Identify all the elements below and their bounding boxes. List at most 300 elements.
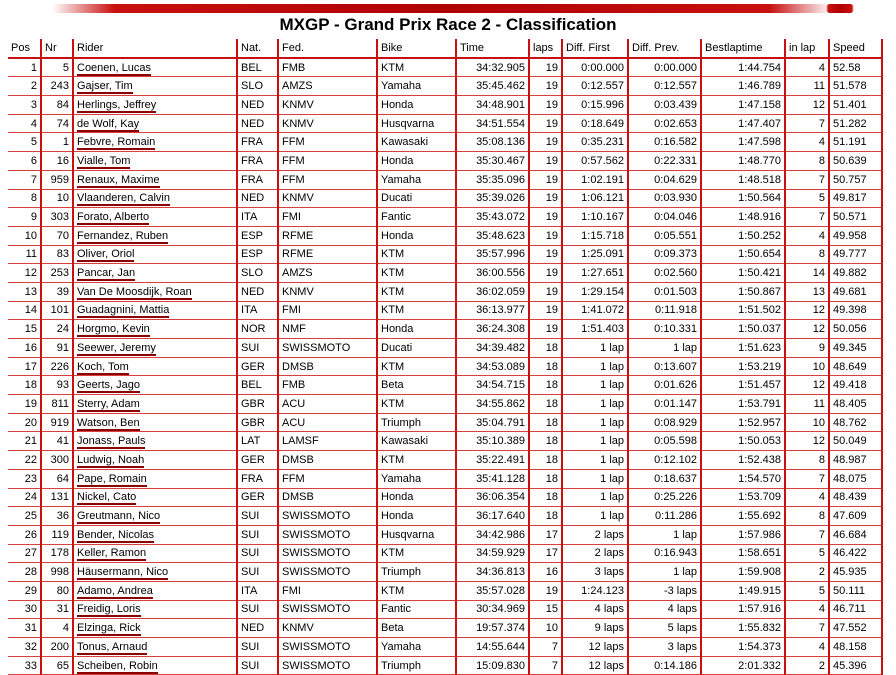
cell-rider[interactable] (73, 77, 237, 96)
cell-time: 35:30.467 (456, 152, 529, 171)
table-row (8, 563, 882, 582)
cell-laps: 19 (529, 320, 562, 339)
cell-diff-first: 0:57.562 (562, 152, 628, 171)
cell-laps: 10 (529, 619, 562, 638)
cell-pos: 5 (8, 133, 41, 152)
rider-link[interactable]: Ludwig, Noah (77, 453, 145, 466)
cell-time: 30:34.969 (456, 600, 529, 619)
cell-bestlaptime: 1:58.651 (701, 544, 785, 563)
cell-time: 35:10.389 (456, 432, 529, 451)
rider-link[interactable]: Watson, Ben (77, 416, 140, 429)
cell-fed: LAMSF (278, 432, 377, 451)
cell-pos: 19 (8, 395, 41, 414)
cell-rider[interactable] (73, 152, 237, 171)
cell-time: 35:04.791 (456, 413, 529, 432)
cell-in-lap: 13 (785, 282, 829, 301)
cell-speed: 52.58 (829, 58, 882, 77)
cell-diff-first: 9 laps (562, 619, 628, 638)
table-row (8, 357, 882, 376)
cell-bike: Triumph (377, 413, 456, 432)
cell-diff-first: 1:06.121 (562, 189, 628, 208)
cell-nat: SUI (237, 600, 278, 619)
cell-fed: FFM (278, 170, 377, 189)
table-row (8, 656, 882, 675)
cell-diff-prev: 0:01.503 (628, 282, 701, 301)
cell-nat: BEL (237, 376, 278, 395)
cell-rider[interactable] (73, 619, 237, 638)
cell-fed: NMF (278, 320, 377, 339)
col-header-pos: Pos (8, 39, 41, 58)
cell-laps: 19 (529, 170, 562, 189)
cell-laps: 19 (529, 58, 562, 77)
rider-link[interactable]: Tonus, Arnaud (77, 640, 148, 653)
cell-diff-prev: -3 laps (628, 581, 701, 600)
cell-speed: 47.552 (829, 619, 882, 638)
cell-fed: DMSB (278, 488, 377, 507)
cell-laps: 18 (529, 395, 562, 414)
cell-nr: 959 (41, 170, 73, 189)
cell-in-lap: 7 (785, 208, 829, 227)
cell-in-lap: 7 (785, 525, 829, 544)
cell-pos: 13 (8, 282, 41, 301)
rider-link[interactable]: Freidig, Loris (77, 603, 141, 616)
cell-nr: 93 (41, 376, 73, 395)
rider-link[interactable]: Herlings, Jeffrey (77, 98, 157, 111)
cell-laps: 18 (529, 376, 562, 395)
rider-link[interactable]: Seewer, Jeremy (77, 341, 156, 354)
cell-speed: 49.958 (829, 226, 882, 245)
cell-time: 34:32.905 (456, 58, 529, 77)
cell-nr: 39 (41, 282, 73, 301)
cell-fed: KNMV (278, 114, 377, 133)
cell-pos: 9 (8, 208, 41, 227)
cell-diff-prev: 0:05.598 (628, 432, 701, 451)
cell-time: 34:55.862 (456, 395, 529, 414)
table-row (8, 469, 882, 488)
table-row (8, 395, 882, 414)
cell-nat: NED (237, 619, 278, 638)
cell-in-lap: 12 (785, 96, 829, 115)
cell-in-lap: 7 (785, 469, 829, 488)
cell-diff-first: 1:27.651 (562, 264, 628, 283)
rider-link[interactable]: Pancar, Jan (77, 267, 136, 280)
cell-diff-prev: 0:05.551 (628, 226, 701, 245)
table-row (8, 376, 882, 395)
cell-laps: 17 (529, 544, 562, 563)
cell-nr: 200 (41, 638, 73, 657)
cell-bestlaptime: 1:51.623 (701, 339, 785, 358)
cell-fed: FFM (278, 133, 377, 152)
cell-diff-prev: 0:01.626 (628, 376, 701, 395)
cell-speed: 48.987 (829, 451, 882, 470)
cell-bestlaptime: 1:50.867 (701, 282, 785, 301)
cell-diff-first: 2 laps (562, 525, 628, 544)
cell-speed: 51.191 (829, 133, 882, 152)
table-row (8, 507, 882, 526)
cell-nat: SUI (237, 525, 278, 544)
cell-nr: 811 (41, 395, 73, 414)
cell-speed: 49.777 (829, 245, 882, 264)
cell-diff-first: 1:41.072 (562, 301, 628, 320)
rider-link[interactable]: Fernandez, Ruben (77, 229, 169, 242)
cell-speed: 50.056 (829, 320, 882, 339)
rider-link[interactable]: Sterry, Adam (77, 397, 140, 410)
cell-in-lap: 10 (785, 357, 829, 376)
cell-diff-first: 1:25.091 (562, 245, 628, 264)
cell-bestlaptime: 1:47.158 (701, 96, 785, 115)
cell-laps: 19 (529, 282, 562, 301)
rider-link[interactable]: Forato, Alberto (77, 211, 150, 224)
cell-bike: Ducati (377, 189, 456, 208)
cell-nr: 83 (41, 245, 73, 264)
table-row (8, 77, 882, 96)
cell-pos: 11 (8, 245, 41, 264)
cell-rider[interactable] (73, 544, 237, 563)
cell-rider[interactable] (73, 208, 237, 227)
cell-nat: FRA (237, 170, 278, 189)
cell-in-lap: 8 (785, 451, 829, 470)
rider-link[interactable]: Febvre, Romain (77, 136, 156, 149)
rider-link[interactable]: Vlaanderen, Calvin (77, 192, 170, 205)
cell-rider[interactable] (73, 507, 237, 526)
cell-in-lap: 5 (785, 189, 829, 208)
cell-fed: SWISSMOTO (278, 339, 377, 358)
cell-speed: 48.405 (829, 395, 882, 414)
cell-diff-prev: 0:02.653 (628, 114, 701, 133)
cell-bestlaptime: 1:53.219 (701, 357, 785, 376)
cell-time: 34:39.482 (456, 339, 529, 358)
rider-link[interactable]: Coenen, Lucas (77, 61, 151, 74)
col-header-laps: laps (529, 39, 562, 58)
cell-diff-first: 0:18.649 (562, 114, 628, 133)
cell-bike: Honda (377, 152, 456, 171)
cell-bike: Kawasaki (377, 432, 456, 451)
cell-in-lap: 7 (785, 170, 829, 189)
cell-bike: Husqvarna (377, 114, 456, 133)
cell-in-lap: 8 (785, 507, 829, 526)
cell-diff-first: 0:12.557 (562, 77, 628, 96)
cell-fed: RFME (278, 245, 377, 264)
rider-link[interactable]: Pape, Romain (77, 472, 147, 485)
cell-rider[interactable] (73, 189, 237, 208)
cell-nat: LAT (237, 432, 278, 451)
cell-time: 14:55.644 (456, 638, 529, 657)
cell-diff-prev: 0:16.943 (628, 544, 701, 563)
cell-nr: 41 (41, 432, 73, 451)
col-header-fed: Fed. (278, 39, 377, 58)
classification-rows (8, 58, 882, 675)
cell-pos: 27 (8, 544, 41, 563)
cell-rider[interactable] (73, 96, 237, 115)
cell-rider[interactable] (73, 114, 237, 133)
cell-laps: 16 (529, 563, 562, 582)
cell-rider[interactable] (73, 301, 237, 320)
cell-laps: 7 (529, 638, 562, 657)
rider-link[interactable]: Adamo, Andrea (77, 584, 153, 597)
cell-bike: KTM (377, 357, 456, 376)
table-row (8, 320, 882, 339)
rider-link[interactable]: Oliver, Oriol (77, 248, 135, 261)
cell-diff-first: 0:35.231 (562, 133, 628, 152)
cell-speed: 46.422 (829, 544, 882, 563)
cell-speed: 50.639 (829, 152, 882, 171)
cell-rider[interactable] (73, 320, 237, 339)
cell-nat: NED (237, 189, 278, 208)
cell-bestlaptime: 1:51.502 (701, 301, 785, 320)
col-header-nr: Nr (41, 39, 73, 58)
cell-bike: KTM (377, 58, 456, 77)
cell-fed: SWISSMOTO (278, 656, 377, 675)
rider-link[interactable]: de Wolf, Kay (77, 117, 140, 130)
cell-diff-first: 4 laps (562, 600, 628, 619)
cell-nr: 101 (41, 301, 73, 320)
cell-diff-first: 1 lap (562, 488, 628, 507)
rider-link[interactable]: Nickel, Cato (77, 491, 137, 504)
cell-nat: SLO (237, 77, 278, 96)
rider-link[interactable]: Horgmo, Kevin (77, 323, 150, 336)
cell-speed: 50.757 (829, 170, 882, 189)
cell-laps: 19 (529, 226, 562, 245)
cell-rider[interactable] (73, 264, 237, 283)
cell-nr: 919 (41, 413, 73, 432)
col-header-bestlaptime: Bestlaptime (701, 39, 785, 58)
cell-pos: 23 (8, 469, 41, 488)
cell-rider[interactable] (73, 638, 237, 657)
rider-link[interactable]: Elzinga, Rick (77, 622, 141, 635)
cell-speed: 50.571 (829, 208, 882, 227)
cell-diff-first: 1:10.167 (562, 208, 628, 227)
table-row (8, 581, 882, 600)
cell-pos: 4 (8, 114, 41, 133)
cell-rider[interactable] (73, 376, 237, 395)
cell-bike: Yamaha (377, 77, 456, 96)
cell-speed: 51.282 (829, 114, 882, 133)
rider-link[interactable]: Keller, Ramon (77, 547, 147, 560)
cell-bike: KTM (377, 264, 456, 283)
rider-link[interactable]: Scheiben, Robin (77, 659, 158, 672)
cell-rider[interactable] (73, 432, 237, 451)
cell-bike: Triumph (377, 656, 456, 675)
cell-nat: GBR (237, 395, 278, 414)
cell-bestlaptime: 1:53.709 (701, 488, 785, 507)
cell-speed: 48.649 (829, 357, 882, 376)
cell-rider[interactable] (73, 282, 237, 301)
cell-pos: 22 (8, 451, 41, 470)
cell-in-lap: 8 (785, 245, 829, 264)
cell-diff-first: 1 lap (562, 451, 628, 470)
cell-rider[interactable] (73, 525, 237, 544)
cell-bike: KTM (377, 581, 456, 600)
cell-rider[interactable] (73, 469, 237, 488)
cell-rider[interactable] (73, 245, 237, 264)
cell-fed: SWISSMOTO (278, 563, 377, 582)
cell-pos: 1 (8, 58, 41, 77)
cell-time: 36:06.354 (456, 488, 529, 507)
cell-bike: KTM (377, 301, 456, 320)
cell-fed: SWISSMOTO (278, 525, 377, 544)
rider-link[interactable]: Geerts, Jago (77, 379, 140, 392)
cell-time: 34:36.813 (456, 563, 529, 582)
cell-diff-first: 1 lap (562, 376, 628, 395)
rider-link[interactable]: Häusermann, Nico (77, 566, 169, 579)
cell-bestlaptime: 1:57.916 (701, 600, 785, 619)
cell-speed: 48.762 (829, 413, 882, 432)
cell-bike: Honda (377, 96, 456, 115)
cell-laps: 18 (529, 507, 562, 526)
cell-pos: 10 (8, 226, 41, 245)
cell-diff-first: 12 laps (562, 656, 628, 675)
header-brush-stroke-end (826, 4, 854, 13)
cell-bike: Fantic (377, 208, 456, 227)
cell-pos: 6 (8, 152, 41, 171)
cell-laps: 18 (529, 413, 562, 432)
cell-time: 35:57.028 (456, 581, 529, 600)
cell-nr: 4 (41, 619, 73, 638)
cell-bike: Beta (377, 619, 456, 638)
cell-pos: 7 (8, 170, 41, 189)
cell-bestlaptime: 1:47.407 (701, 114, 785, 133)
rider-link[interactable]: Renaux, Maxime (77, 173, 160, 186)
cell-rider[interactable] (73, 581, 237, 600)
cell-rider[interactable] (73, 656, 237, 675)
cell-pos: 21 (8, 432, 41, 451)
cell-pos: 30 (8, 600, 41, 619)
cell-bike: Yamaha (377, 469, 456, 488)
cell-diff-prev: 0:08.929 (628, 413, 701, 432)
cell-pos: 31 (8, 619, 41, 638)
cell-laps: 19 (529, 96, 562, 115)
cell-diff-first: 1:02.191 (562, 170, 628, 189)
cell-laps: 19 (529, 245, 562, 264)
cell-diff-prev: 0:01.147 (628, 395, 701, 414)
cell-rider[interactable] (73, 339, 237, 358)
cell-time: 34:48.901 (456, 96, 529, 115)
cell-rider[interactable] (73, 170, 237, 189)
cell-fed: AMZS (278, 264, 377, 283)
cell-diff-first: 1 lap (562, 339, 628, 358)
cell-nr: 16 (41, 152, 73, 171)
cell-rider[interactable] (73, 357, 237, 376)
col-header-nat: Nat. (237, 39, 278, 58)
cell-fed: SWISSMOTO (278, 638, 377, 657)
cell-nr: 131 (41, 488, 73, 507)
cell-pos: 32 (8, 638, 41, 657)
cell-fed: FFM (278, 152, 377, 171)
table-row (8, 133, 882, 152)
cell-pos: 33 (8, 656, 41, 675)
cell-bike: Honda (377, 320, 456, 339)
table-row (8, 619, 882, 638)
cell-diff-prev: 1 lap (628, 339, 701, 358)
cell-nat: SUI (237, 507, 278, 526)
cell-nat: SUI (237, 339, 278, 358)
cell-rider[interactable] (73, 563, 237, 582)
cell-fed: RFME (278, 226, 377, 245)
cell-fed: KNMV (278, 282, 377, 301)
cell-rider[interactable] (73, 600, 237, 619)
cell-diff-prev: 0:03.439 (628, 96, 701, 115)
cell-in-lap: 12 (785, 376, 829, 395)
cell-diff-first: 2 laps (562, 544, 628, 563)
rider-link[interactable]: Guadagnini, Mattia (77, 304, 170, 317)
cell-diff-prev: 0:11.918 (628, 301, 701, 320)
cell-time: 19:57.374 (456, 619, 529, 638)
cell-speed: 51.401 (829, 96, 882, 115)
table-row (8, 226, 882, 245)
cell-nr: 303 (41, 208, 73, 227)
cell-fed: FFM (278, 469, 377, 488)
cell-bestlaptime: 1:47.598 (701, 133, 785, 152)
cell-time: 35:39.026 (456, 189, 529, 208)
rider-link[interactable]: Van De Moosdijk, Roan (77, 285, 192, 298)
cell-diff-prev: 0:04.046 (628, 208, 701, 227)
cell-rider[interactable] (73, 58, 237, 77)
rider-link[interactable]: Koch, Tom (77, 360, 129, 373)
cell-time: 34:53.089 (456, 357, 529, 376)
cell-pos: 3 (8, 96, 41, 115)
cell-bestlaptime: 1:55.692 (701, 507, 785, 526)
cell-pos: 14 (8, 301, 41, 320)
cell-nat: FRA (237, 133, 278, 152)
cell-in-lap: 4 (785, 488, 829, 507)
cell-nr: 80 (41, 581, 73, 600)
table-row (8, 170, 882, 189)
cell-nat: FRA (237, 469, 278, 488)
cell-bestlaptime: 1:50.037 (701, 320, 785, 339)
table-row (8, 114, 882, 133)
col-header-time: Time (456, 39, 529, 58)
rider-link[interactable]: Vialle, Tom (77, 154, 131, 167)
cell-bike: KTM (377, 282, 456, 301)
rider-link[interactable]: Greutmann, Nico (77, 510, 161, 523)
cell-bestlaptime: 1:53.791 (701, 395, 785, 414)
rider-link[interactable]: Gajser, Tim (77, 80, 133, 93)
cell-time: 35:08.136 (456, 133, 529, 152)
rider-link[interactable]: Jonass, Pauls (77, 435, 146, 448)
cell-bestlaptime: 1:57.986 (701, 525, 785, 544)
cell-time: 35:22.491 (456, 451, 529, 470)
cell-rider[interactable] (73, 133, 237, 152)
cell-fed: KNMV (278, 96, 377, 115)
table-row (8, 152, 882, 171)
cell-in-lap: 7 (785, 114, 829, 133)
cell-nr: 1 (41, 133, 73, 152)
cell-diff-prev: 3 laps (628, 638, 701, 657)
cell-nat: ITA (237, 301, 278, 320)
cell-pos: 29 (8, 581, 41, 600)
cell-nr: 24 (41, 320, 73, 339)
cell-rider[interactable] (73, 451, 237, 470)
cell-bestlaptime: 1:55.832 (701, 619, 785, 638)
cell-rider[interactable] (73, 488, 237, 507)
cell-diff-prev: 0:16.582 (628, 133, 701, 152)
rider-link[interactable]: Bender, Nicolas (77, 528, 155, 541)
cell-pos: 15 (8, 320, 41, 339)
cell-fed: DMSB (278, 451, 377, 470)
cell-speed: 46.684 (829, 525, 882, 544)
cell-in-lap: 4 (785, 600, 829, 619)
cell-time: 36:24.308 (456, 320, 529, 339)
cell-rider[interactable] (73, 413, 237, 432)
cell-in-lap: 5 (785, 544, 829, 563)
cell-nat: BEL (237, 58, 278, 77)
cell-rider[interactable] (73, 395, 237, 414)
cell-fed: SWISSMOTO (278, 507, 377, 526)
cell-pos: 20 (8, 413, 41, 432)
cell-fed: FMI (278, 301, 377, 320)
cell-bike: KTM (377, 245, 456, 264)
cell-rider[interactable] (73, 226, 237, 245)
